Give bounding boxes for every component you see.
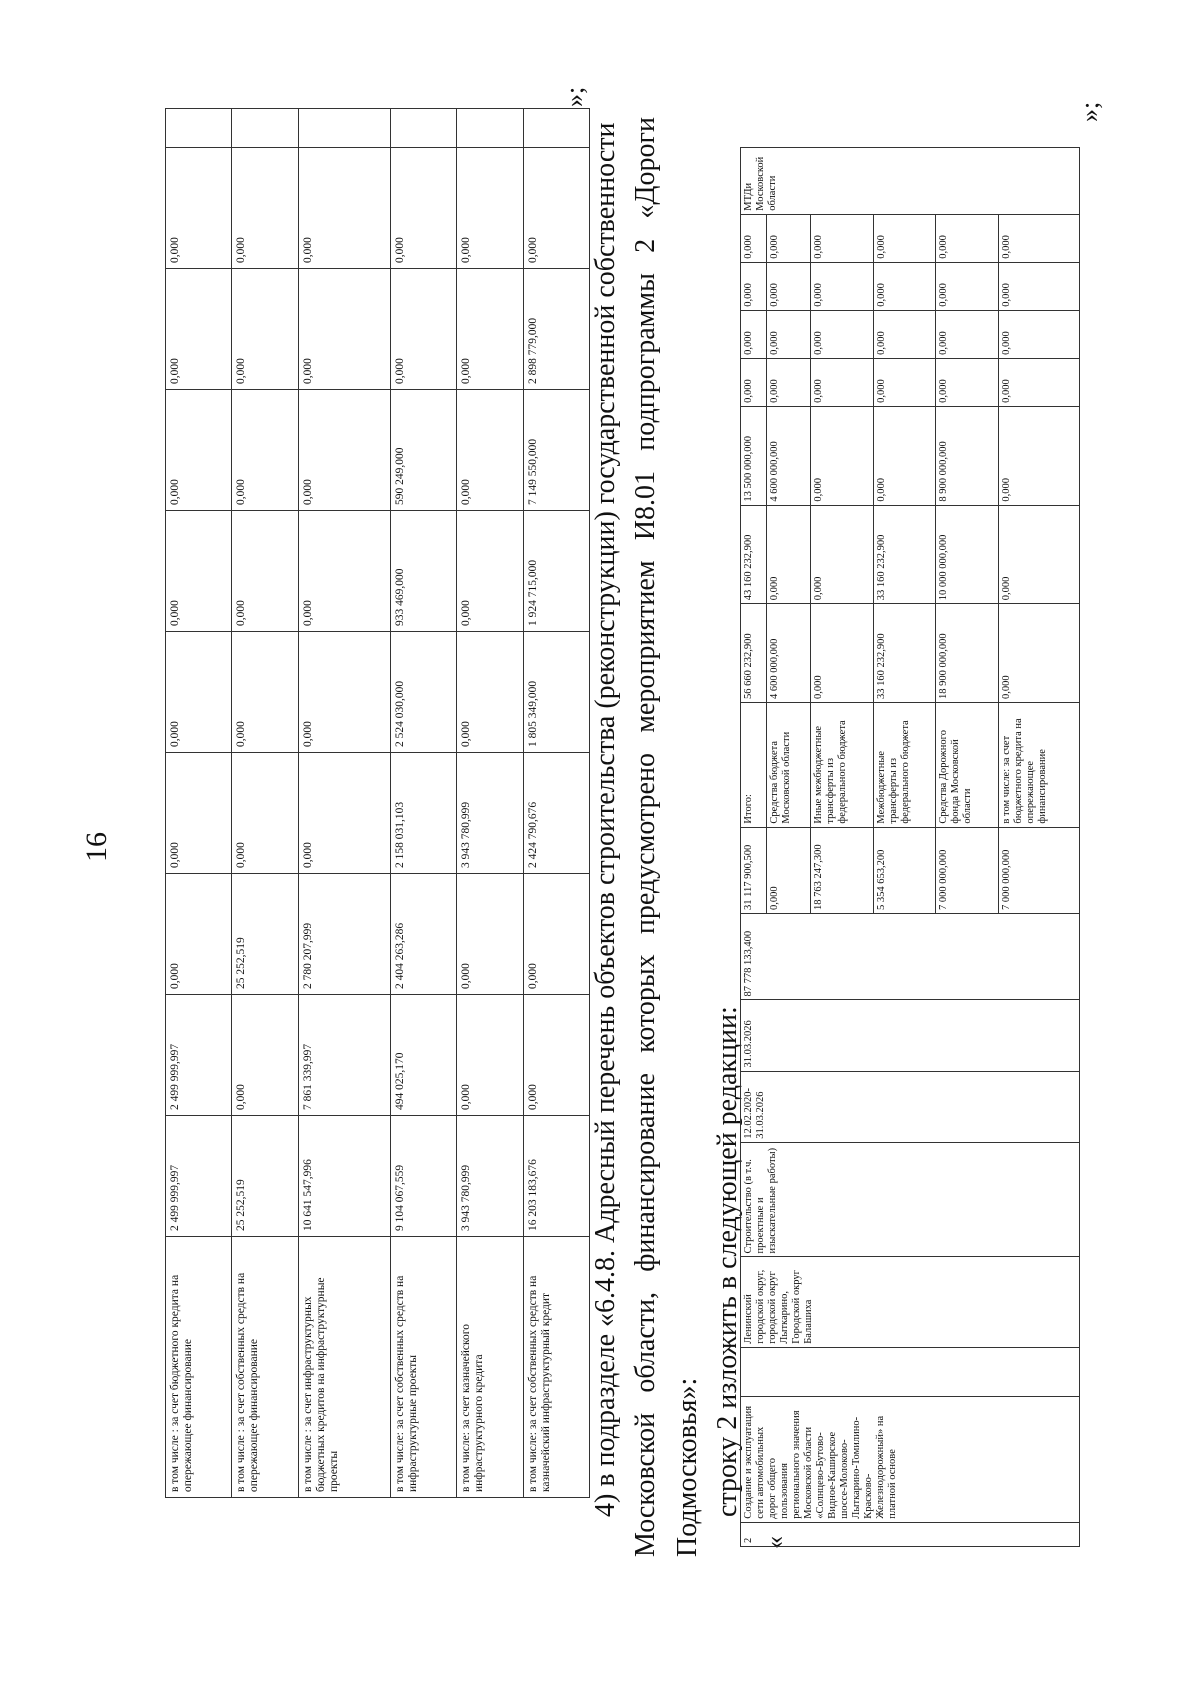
funding-value: 0,000: [936, 262, 999, 310]
funding-value: 4 600 000,000: [766, 406, 810, 505]
funding-source: в том числе: за счет бюджетного кредита на опережающее финансирование: [999, 703, 1080, 828]
funding-value: 0,000: [936, 214, 999, 262]
closing-quote-2: »;: [1075, 101, 1104, 122]
funding-value: 2 499 999,997: [166, 1116, 232, 1237]
funding-value: 0,000: [457, 148, 523, 269]
funding-value: 33 160 232,900: [873, 604, 936, 703]
funding-value: 0,000: [166, 390, 232, 511]
prior-funding: 18 763 247,300: [811, 827, 874, 913]
funding-value: 0,000: [457, 390, 523, 511]
funding-value: 494 025,170: [391, 995, 457, 1116]
funding-source: Средства Дорожного фонда Московской области: [936, 703, 999, 828]
funding-value: 13 500 000,000: [741, 406, 767, 505]
funding-row: [523, 109, 589, 1498]
row-number: 2: [741, 1522, 1080, 1546]
funding-value: 0,000: [741, 214, 767, 262]
funding-value: 2 898 779,000: [523, 269, 589, 390]
funding-value: 0,000: [523, 995, 589, 1116]
funding-value: 0,000: [457, 995, 523, 1116]
object-name: Создание и эксплуатация сети автомобильных дорог общего пользования регионального значения Московской области «Солнцево-Бутово-Видное-Каширское шоссе-Молоково-Лыткарино-Томилино-Красково-Железнодорожный» на платной основе: [741, 1397, 1080, 1522]
work-type: Строительство (в т.ч. проектные и изыскательные работы): [741, 1142, 1080, 1257]
funding-value: 0,000: [873, 406, 936, 505]
funding-value: 933 469,000: [391, 511, 457, 632]
paragraph-word: которых: [630, 954, 661, 1053]
empty-cell: [298, 109, 390, 148]
work-dates: 12.02.2020-31.03.2026: [741, 1071, 1080, 1142]
funding-value: 1 805 349,000: [523, 632, 589, 753]
funding-value: 0,000: [232, 148, 298, 269]
funding-row-label: в том числе: за счет казначейского инфраструктурного кредита: [457, 1237, 523, 1498]
funding-value: 10 000 000,000: [936, 505, 999, 604]
funding-value: 0,000: [232, 511, 298, 632]
funding-value: 0,000: [166, 148, 232, 269]
funding-value: 0,000: [811, 505, 874, 604]
prior-funding: 31 117 900,500: [741, 827, 767, 913]
paragraph-word: 2: [630, 238, 661, 253]
funding-value: 2 424 790,676: [523, 753, 589, 874]
funding-value: 590 249,000: [391, 390, 457, 511]
funding-value: 2 404 263,286: [391, 874, 457, 995]
funding-value: 7 149 550,000: [523, 390, 589, 511]
funding-row: [232, 109, 298, 1498]
funding-value: 2 499 999,997: [166, 995, 232, 1116]
funding-row-label: в том числе: за счет собственных средств на казначейский инфраструктурный кредит: [523, 1237, 589, 1498]
object-table: [740, 147, 1080, 1547]
funding-source: Межбюджетные трансферты из федерального бюджета: [873, 703, 936, 828]
end-date: 31.03.2026: [741, 1000, 1080, 1071]
funding-value: 10 641 547,996: [298, 1116, 390, 1237]
funding-row-label: в том числе: за счет собственных средств на инфраструктурные проекты: [391, 1237, 457, 1498]
paragraph-word: Московской: [630, 1412, 661, 1557]
funding-source: Иные межбюджетные трансферты из федерального бюджета: [811, 703, 874, 828]
funding-source: Средства бюджета Московской области: [766, 703, 810, 828]
paragraph-line-4: строку 2 изложить в следующей редакции:: [712, 1006, 743, 1517]
prior-funding: 7 000 000,000: [999, 827, 1080, 913]
funding-row: [391, 109, 457, 1498]
funding-value: 0,000: [741, 262, 767, 310]
empty-cell: [457, 109, 523, 148]
empty-cell: [232, 109, 298, 148]
paragraph-word: мероприятием: [630, 560, 661, 733]
funding-value: 0,000: [766, 310, 810, 358]
funding-value: 0,000: [999, 358, 1080, 406]
funding-value: 0,000: [999, 406, 1080, 505]
empty-cell: [391, 109, 457, 148]
funding-value: 0,000: [166, 632, 232, 753]
paragraph-word: «Дороги: [630, 117, 661, 219]
funding-value: 0,000: [298, 269, 390, 390]
funding-value: 56 660 232,900: [741, 604, 767, 703]
funding-value: 25 252,519: [232, 1116, 298, 1237]
funding-value: 0,000: [298, 390, 390, 511]
funding-value: 0,000: [232, 390, 298, 511]
funding-value: 0,000: [811, 262, 874, 310]
funding-value: 0,000: [166, 874, 232, 995]
funding-value: 0,000: [999, 262, 1080, 310]
funding-value: 0,000: [936, 310, 999, 358]
funding-value: 0,000: [766, 262, 810, 310]
funding-value: 0,000: [873, 358, 936, 406]
empty-cell: [166, 109, 232, 148]
funding-row: [166, 109, 232, 1498]
funding-table: [165, 108, 590, 1498]
funding-row-label: в том числе : за счет инфраструктурных бюджетных кредитов на инфраструктурные проекты: [298, 1237, 390, 1498]
funding-value: 43 160 232,900: [741, 505, 767, 604]
funding-value: 0,000: [741, 310, 767, 358]
funding-value: 0,000: [166, 753, 232, 874]
funding-source: Итого:: [741, 703, 767, 828]
funding-value: 0,000: [741, 358, 767, 406]
funding-value: 8 900 000,000: [936, 406, 999, 505]
paragraph-word: финансирование: [630, 1073, 661, 1272]
funding-value: 3 943 780,999: [457, 753, 523, 874]
funding-value: 0,000: [457, 511, 523, 632]
funding-value: 0,000: [999, 604, 1080, 703]
funding-value: 4 600 000,000: [766, 604, 810, 703]
funding-row-label: в том числе : за счет бюджетного кредита на опережающее финансирование: [166, 1237, 232, 1498]
customer: МТДи Московской области: [741, 148, 1080, 215]
funding-value: 0,000: [873, 214, 936, 262]
funding-value: 0,000: [766, 505, 810, 604]
funding-value: 0,000: [811, 604, 874, 703]
funding-value: 2 158 031,103: [391, 753, 457, 874]
funding-value: 2 780 207,999: [298, 874, 390, 995]
prior-funding: 0,000: [766, 827, 810, 913]
opening-quote: «: [760, 1536, 789, 1549]
funding-value: 0,000: [999, 214, 1080, 262]
funding-value: 0,000: [523, 148, 589, 269]
funding-value: 2 524 030,000: [391, 632, 457, 753]
funding-value: 0,000: [391, 148, 457, 269]
funding-value: 0,000: [166, 269, 232, 390]
funding-value: 0,000: [811, 214, 874, 262]
empty-cell: [523, 109, 589, 148]
page-number: 16: [80, 832, 113, 862]
funding-row: [457, 109, 523, 1498]
funding-value: 0,000: [999, 310, 1080, 358]
closing-quote-1: »;: [560, 86, 589, 107]
funding-value: 0,000: [298, 753, 390, 874]
funding-value: 0,000: [811, 406, 874, 505]
funding-value: 0,000: [232, 632, 298, 753]
funding-value: 0,000: [873, 310, 936, 358]
funding-value: 9 104 067,559: [391, 1116, 457, 1237]
funding-value: 33 160 232,900: [873, 505, 936, 604]
funding-value: 0,000: [766, 214, 810, 262]
funding-value: 0,000: [166, 511, 232, 632]
funding-value: 0,000: [873, 262, 936, 310]
funding-row-label: в том числе : за счет собственных средств на опережающее финансирование: [232, 1237, 298, 1498]
funding-value: 0,000: [457, 874, 523, 995]
funding-value: 0,000: [457, 269, 523, 390]
paragraph-line-1: 4) в подразделе «6.4.8. Адресный перечень объектов строительства (реконструкции) государственной собственности: [590, 122, 621, 1517]
paragraph-line-2: [630, 117, 662, 1557]
funding-value: 0,000: [523, 874, 589, 995]
funding-value: 25 252,519: [232, 874, 298, 995]
funding-value: 0,000: [766, 358, 810, 406]
funding-value: 0,000: [457, 632, 523, 753]
paragraph-line-3: Подмосковья»:: [672, 1377, 703, 1557]
funding-value: 0,000: [936, 358, 999, 406]
funding-value: 16 203 183,676: [523, 1116, 589, 1237]
paragraph-word: И8.01: [630, 470, 661, 541]
paragraph-word: области,: [630, 1291, 661, 1393]
funding-value: 7 861 339,997: [298, 995, 390, 1116]
funding-value: 0,000: [298, 511, 390, 632]
funding-value: 0,000: [298, 632, 390, 753]
paragraph-word: подпрограммы: [630, 273, 661, 451]
funding-value: 0,000: [298, 148, 390, 269]
prior-funding: 5 354 653,200: [873, 827, 936, 913]
funding-value: 0,000: [811, 310, 874, 358]
funding-value: 3 943 780,999: [457, 1116, 523, 1237]
funding-value: 0,000: [391, 269, 457, 390]
paragraph-word: предусмотрено: [630, 753, 661, 935]
funding-value: 0,000: [232, 753, 298, 874]
total-cost: 87 778 133,400: [741, 914, 1080, 1000]
funding-row: [298, 109, 390, 1498]
funding-value: 0,000: [999, 505, 1080, 604]
funding-value: 0,000: [811, 358, 874, 406]
funding-value: 0,000: [232, 269, 298, 390]
funding-value: 0,000: [232, 995, 298, 1116]
empty-cell: [741, 1347, 1080, 1397]
prior-funding: 7 000 000,000: [936, 827, 999, 913]
object-location: Ленинский городской округ, городской округ Лыткарино, Городской округ Балашиха: [741, 1257, 1080, 1347]
funding-value: 1 924 715,000: [523, 511, 589, 632]
object-table-row: [741, 148, 767, 1547]
funding-value: 18 900 000,000: [936, 604, 999, 703]
